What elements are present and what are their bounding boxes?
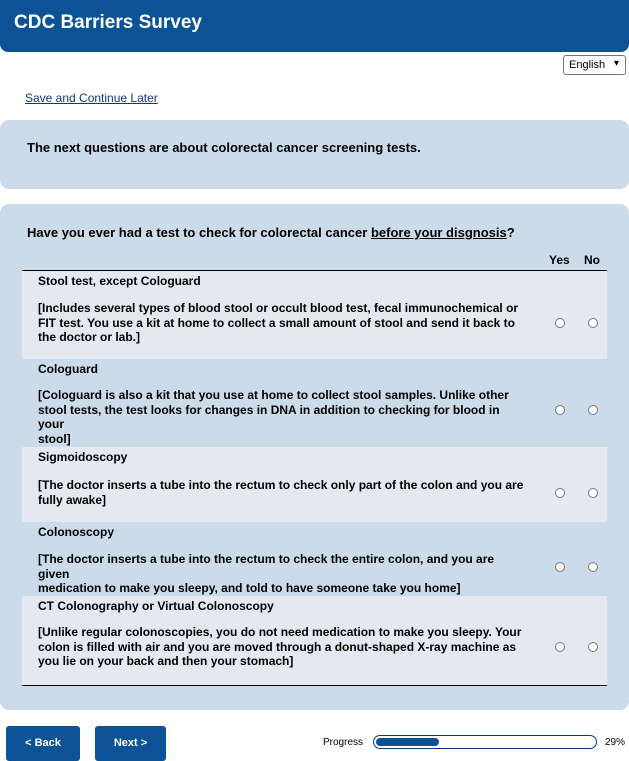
grid-row (22, 359, 607, 447)
column-header-yes: Yes (549, 253, 570, 267)
question-suffix: ? (506, 225, 515, 240)
intro-text: The next questions are about colorectal cancer screening tests. (27, 140, 421, 155)
radio-yes[interactable] (555, 405, 565, 415)
row-title: Sigmoidoscopy (38, 450, 128, 464)
radio-yes[interactable] (555, 488, 565, 498)
radio-no[interactable] (588, 318, 598, 328)
radio-yes[interactable] (555, 318, 565, 328)
row-description-line: the doctor or lab.] (38, 330, 140, 344)
next-button[interactable]: Next > (95, 726, 166, 761)
progress-percent: 29% (605, 737, 626, 748)
row-description-line: stool tests, the test looks for changes in DNA in addition to checking for blood in your (38, 402, 500, 431)
grid-row (22, 271, 607, 359)
row-title: CT Colonography or Virtual Colonoscopy (38, 599, 274, 613)
row-description-line: [The doctor inserts a tube into the rectum to check only part of the colon and you are (38, 478, 524, 492)
row-title: Cologuard (38, 362, 98, 376)
survey-title: CDC Barriers Survey (14, 12, 202, 33)
row-description (38, 301, 528, 345)
row-description-line: [Unlike regular colonoscopies, you do not need medication to make you sleepy. Your (38, 625, 522, 639)
question-panel (0, 204, 629, 710)
question-text (27, 225, 515, 240)
row-description-line: [Includes several types of blood stool or occult blood test, fecal immunochemical or (38, 301, 519, 315)
row-description (38, 552, 528, 596)
progress-bar (373, 735, 597, 749)
grid-row (22, 596, 607, 685)
row-description-line: fully awake] (38, 492, 107, 507)
language-selected-value: English (569, 59, 606, 71)
row-description (38, 388, 528, 446)
progress-label: Progress (323, 737, 364, 748)
row-description-line: [Cologuard is also a kit that you use at home to collect stool samples. Unlike other (38, 388, 509, 402)
radio-yes[interactable] (555, 562, 565, 572)
row-description-line: FIT test. You use a kit at home to collect a small amount of stool and send it back to (38, 315, 515, 330)
radio-yes[interactable] (555, 642, 565, 652)
row-description-line: colon is filled with air and you are moved through a donut-shaped X-ray machine as (38, 639, 517, 654)
column-header-no: No (584, 253, 600, 267)
row-description (38, 625, 528, 669)
chevron-down-icon: ▾ (613, 58, 619, 69)
row-description-line: stool] (38, 431, 71, 446)
question-prefix: Have you ever had a test to check for colorectal cancer (27, 225, 371, 240)
row-description (38, 478, 528, 507)
row-description-line: [The doctor inserts a tube into the rectum to check the entire colon, and you are given (38, 552, 495, 581)
progress-fill (376, 738, 439, 746)
radio-no[interactable] (588, 642, 598, 652)
row-title: Colonoscopy (38, 525, 115, 539)
language-select[interactable] (563, 55, 626, 75)
row-description-line: you lie on your back and then your stomach] (38, 654, 294, 668)
app-header (0, 0, 629, 52)
grid-row (22, 522, 607, 596)
answer-grid (22, 270, 607, 686)
grid-row (22, 447, 607, 522)
row-title: Stool test, except Cologuard (38, 274, 201, 288)
question-emphasis: before your disgnosis (370, 225, 507, 240)
radio-no[interactable] (588, 405, 598, 415)
save-continue-later-link[interactable]: Save and Continue Later (25, 91, 158, 105)
intro-panel (0, 120, 629, 189)
row-description-line: medication to make you sleepy, and told to have someone take you home] (38, 581, 461, 595)
radio-no[interactable] (588, 488, 598, 498)
back-button[interactable]: < Back (6, 726, 80, 761)
radio-no[interactable] (588, 562, 598, 572)
